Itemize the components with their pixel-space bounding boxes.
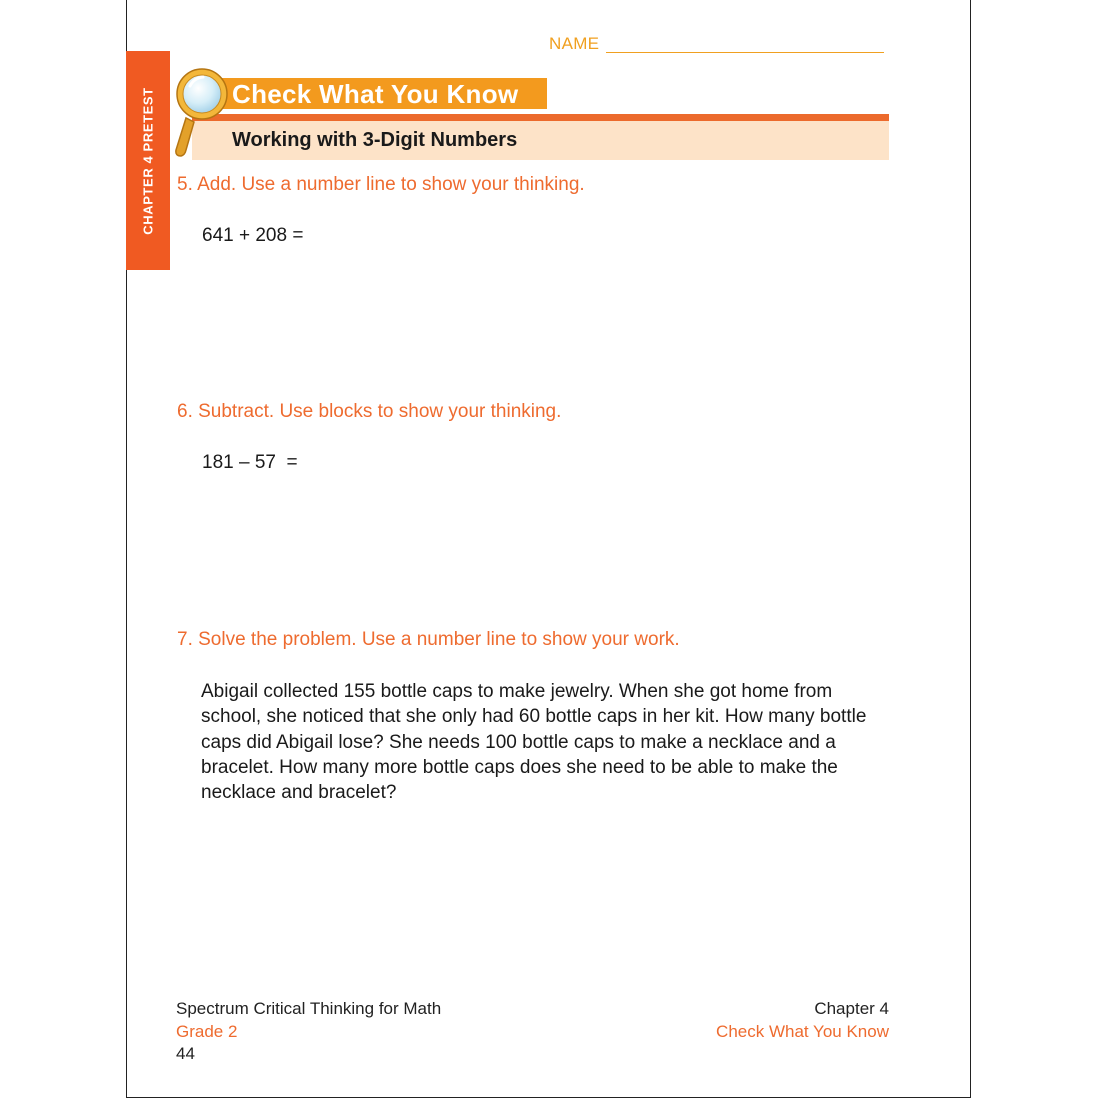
word-problem-line: Abigail collected 155 bottle caps to make jewelry. When she got home from: [201, 681, 833, 702]
footer-left: [176, 998, 441, 1066]
subtitle-band: [192, 121, 889, 160]
page-title: Check What You Know: [232, 79, 519, 109]
word-problem-line: school, she noticed that she only had 60 bottle caps in her kit. How many bottle: [201, 706, 867, 728]
footer-right: [716, 998, 889, 1043]
question-6-prompt: 6. Subtract. Use blocks to show your thinking.: [177, 401, 562, 422]
section-label: Check What You Know: [716, 1021, 889, 1041]
word-problem-line: caps did Abigail lose? She needs 100 bottle caps to make a necklace and a: [201, 731, 836, 753]
name-field[interactable]: [549, 34, 599, 54]
word-problem: [201, 679, 881, 805]
question-7-prompt: 7. Solve the problem. Use a number line to show your work.: [177, 629, 680, 650]
page-subtitle: Working with 3-Digit Numbers: [232, 129, 518, 151]
side-tab-label: CHAPTER 4 PRETEST: [140, 86, 156, 235]
worksheet-page: [126, 0, 971, 1098]
page-number: 44: [176, 1044, 195, 1063]
chapter-label: Chapter 4: [814, 999, 889, 1018]
grade-label: Grade 2: [176, 1021, 238, 1041]
word-problem-line: necklace and bracelet?: [201, 782, 397, 804]
title-banner: [222, 78, 547, 109]
title-divider: [192, 114, 889, 121]
name-label: NAME: [549, 34, 600, 53]
word-problem-line: bracelet. How many more bottle caps does she need to be able to make the: [201, 756, 838, 778]
question-6-expression: 181 – 57 =: [202, 452, 298, 473]
chapter-side-tab: [126, 51, 170, 270]
question-5-prompt: 5. Add. Use a number line to show your thinking.: [177, 174, 585, 195]
name-underline: [606, 52, 884, 53]
book-title: Spectrum Critical Thinking for Math: [176, 999, 442, 1018]
magnifying-glass-icon: [172, 66, 232, 158]
question-5-expression: 641 + 208 =: [202, 225, 304, 246]
